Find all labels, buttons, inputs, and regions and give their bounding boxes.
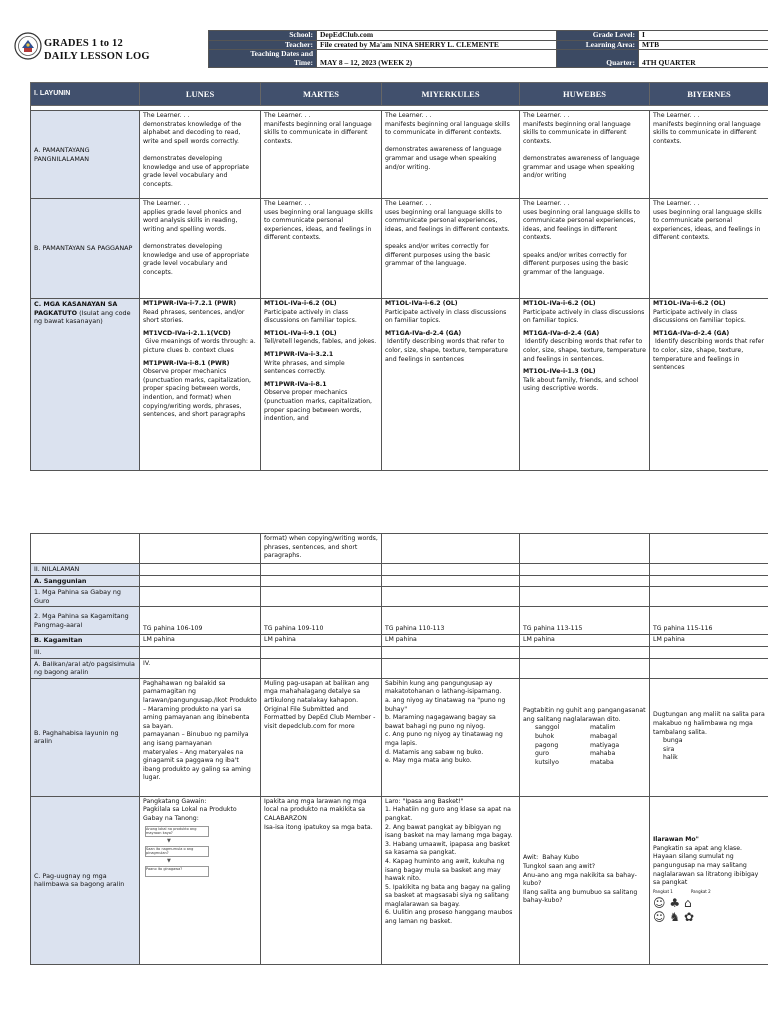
col-header-layunin: I. LAYUNIN (31, 83, 140, 106)
row-label-bold: C. MGA KASANAYAN SA PAGKATUTO (34, 300, 118, 317)
row-nilalaman (31, 564, 768, 576)
row-balik-aral (31, 658, 768, 678)
title-line-1: GRADES 1 to 12 (44, 38, 123, 49)
row-label: 2. Mga Pahina sa Kagamitang Pangmag-aaral (31, 607, 140, 635)
compound-word: sira (663, 745, 675, 753)
teacher-value: File created by Ma'am NINA SHERRY L. CLEMENTE (317, 40, 557, 50)
cell-tg-miyerkules: TG pahina 110-113 (382, 607, 520, 635)
cell-martes: The Learner. . . uses beginning oral language skills to communicate personal experiences, ideas, and feelings in different contexts. (261, 199, 382, 299)
child-picture-icon: ☺ (653, 896, 666, 911)
row-label: B. PAMANTAYAN SA PAGGANAP (31, 199, 140, 299)
competency-text: Participate actively in class discussions on familiar topics. (385, 308, 509, 325)
competency-text: Participate actively in class discussions on familiar topics. (653, 308, 746, 325)
row-paghahabi-layunin (31, 678, 768, 796)
cell-miyerkules: Laro: "Ipasa ang Basket!" 1. Hahatiin ng guro ang klase sa apat na pangkat. 2. Ang bawat pangkat ay bibigyan ng isang basket na may lamang mga bagay. 3. Habang umaawit, ipapasa ang basket sa kasama sa pangkat. 4. Kapag huminto ang awit, kukuha ng isang bagay mula sa basket ang may hawak nito. 5. Ipakikita ng bata ang bagay na galing sa basket at magsasabi siya ng salitang maglalarawan sa bagay. 6. Uulitin ang proseso hanggang maubos ang laman ng basket. (382, 796, 520, 964)
dates-value: MAY 8 – 12, 2023 (WEEK 2) (317, 50, 557, 68)
cell-empty (382, 575, 520, 587)
row-pamantayang-pangnilalaman (31, 111, 768, 199)
area-value: MTB (639, 40, 768, 50)
down-arrow-icon: ▼ (167, 857, 171, 864)
competency-text: Read phrases, sentences, and/or short stories. (143, 308, 247, 325)
lesson-log-table-page1 (30, 82, 768, 471)
row-iii (31, 646, 768, 658)
cell-martes-continued: format) when copying/writing words, phrases, sentences, and short paragraphs. (261, 534, 382, 564)
col-header-huwebes: HUWEBES (520, 83, 650, 106)
cell-martes: The Learner. . . manifests beginning oral language skills to communicate in different contexts. (261, 111, 382, 199)
row-gabay-ng-guro (31, 587, 768, 607)
matching-instruction: Pagtabitin ng guhit ang pangangasanat ang salitang naglalarawan dito. (523, 707, 648, 723)
cell-empty (382, 587, 520, 607)
cell-empty (650, 658, 768, 678)
col-header-biyernes: BIYERNES (650, 83, 768, 106)
word-left: kutsilyo (535, 758, 559, 766)
row-continuation (31, 534, 768, 564)
word-right: matiyaga (590, 741, 620, 749)
pangkat-label: Pangkat 2 (690, 888, 711, 894)
row-pamantayan-sa-pagganap (31, 199, 768, 299)
word-left: guro (535, 750, 550, 758)
cell-huwebes: Awit: Bahay Kubo Tungkol saan ang awit? Anu-ano ang mga nakikita sa bahay-kubo? Ilang salita ang bumubuo sa salitang bahay-kubo? (520, 796, 650, 964)
word-right: mataba (590, 758, 614, 766)
cell-miyerkules: The Learner. . . uses beginning oral language skills to communicate personal experiences, ideas, and feelings in different contexts. speaks and/or writes correctly for different purposes using the basic grammar of the language. (382, 199, 520, 299)
competency-code: MT1GA-IVa-d-2.4 (GA) (385, 329, 462, 337)
competency-code: MT1GA-IVa-d-2.4 (GA) (653, 329, 730, 337)
word-left: buhok (535, 732, 555, 740)
competency-code: MT1GA-IVa-d-2.4 (GA) (523, 329, 600, 337)
cell-empty (520, 564, 650, 576)
cell-empty (520, 646, 650, 658)
word-right: mabagal (590, 732, 617, 740)
competency-code: MT1OL-IVa-i-6.2 (OL) (653, 300, 726, 307)
cell-empty (140, 575, 261, 587)
competency-text: Identify describing words that refer to color, size, shape, texture, temperature and feelings in sentences. (523, 338, 648, 363)
cell-empty (382, 658, 520, 678)
cell-miyerkules (382, 299, 520, 471)
cell-lunes: IV. (140, 658, 261, 678)
compound-word: bunga (663, 737, 683, 745)
row-sanggunian (31, 575, 768, 587)
cell-biyernes (650, 796, 768, 964)
competency-text: Observe proper mechanics (punctuation marks, capitalization, proper spacing between words, indention, and format) when copying/writing words, phrases, sentences, and short paragraphs (143, 368, 253, 419)
word-right: matalim (590, 724, 616, 732)
row-label: A. Balikan/aral at/o pagsisimula ng bagong aralin (31, 658, 140, 678)
illustration-pictures (653, 896, 765, 924)
cell-empty (650, 575, 768, 587)
row-kagamitan (31, 635, 768, 647)
cell-lm-huwebes: LM pahina (520, 635, 650, 647)
lesson-log-table-page2 (30, 533, 768, 965)
cell-huwebes (520, 299, 650, 471)
row-label: C. Pag-uugnay ng mga halimbawa sa bagong aralin (31, 796, 140, 964)
cell-empty (520, 658, 650, 678)
cell-empty (520, 534, 650, 564)
cell-tg-martes: TG pahina 109-110 (261, 607, 382, 635)
competency-code: MT1PWR-IVa-i-7.2.1 (PWR) (143, 300, 237, 307)
cell-huwebes (520, 678, 650, 796)
column-header-row (31, 83, 768, 106)
cell-biyernes: The Learner. . . manifests beginning oral language skills to communicate in different contexts. (650, 111, 768, 199)
flower-picture-icon: ✿ (683, 910, 694, 925)
cell-empty (261, 658, 382, 678)
animal-picture-icon: ♞ (669, 910, 681, 925)
competency-code: MT1OL-IVe-i-1.3 (OL) (523, 368, 596, 376)
competency-code: MT1PWR-IVa-i-8.1 (PWR) (143, 359, 230, 367)
competency-text: Write phrases, and simple sentences correctly. (264, 359, 347, 376)
flow-box: Saan ito nagmumula o ang pinagmulan? (145, 846, 209, 857)
cell-empty (140, 534, 261, 564)
col-header-martes: MARTES (261, 83, 382, 106)
flow-box: Anong lokal na produkto ang mayroon kayo? (145, 826, 209, 837)
row-label: B. Paghahabisa layunin ng aralin (31, 678, 140, 796)
competency-text: Identify describing words that refer to color, size, shape, texture, temperature and feelings in sentences (653, 338, 767, 372)
cell-empty (31, 534, 140, 564)
cell-lm-biyernes: LM pahina (650, 635, 768, 647)
competency-code: MT1OL-IVa-i-6.2 (OL) (264, 300, 337, 307)
group-activity-title: Pangkatang Gawain: (143, 797, 207, 805)
pangkat-labels (653, 888, 765, 897)
document-title (44, 37, 150, 63)
competency-code: MT1OL-IVa-i-6.2 (OL) (523, 300, 596, 307)
cell-lunes (140, 796, 261, 964)
teacher-label: Teacher: (209, 40, 317, 50)
cell-huwebes: The Learner. . . manifests beginning oral language skills to communicate in different contexts. demonstrates awareness of language grammar and usage when speaking and/or writing (520, 111, 650, 199)
cell-lm-lunes: LM pahina (140, 635, 261, 647)
cell-lunes: Paghahawan ng balakid sa pamamagitan ng larawan/pangungusap./Ikot Produkto – Maraming produkto na yari sa aming pamayanan ang ibinebenta sa bayan. pamayanan – Binubuo ng pamilya ang isang pamayanan materyales – Ang materyales na ginagamit sa paggawa ng iba't ibang produkto ay galing sa aming lugar. (140, 678, 261, 796)
competency-text: Give meanings of words through: a. picture clues b. context clues (143, 338, 258, 354)
cell-empty (650, 564, 768, 576)
cell-lm-miyerkules: LM pahina (382, 635, 520, 647)
row-label (31, 299, 140, 471)
competency-text: Tell/retell legends, fables, and jokes. (264, 338, 377, 346)
cell-empty (140, 564, 261, 576)
cell-empty (140, 587, 261, 607)
row-label: A. PAMANTAYANG PANGNILALAMAN (31, 111, 140, 199)
down-arrow-icon: ▼ (167, 837, 171, 844)
competency-code: MT1PWR-IVa-i-8.1 (264, 380, 327, 388)
cell-empty (650, 587, 768, 607)
cell-lunes: The Learner. . . demonstrates knowledge of the alphabet and decoding to read, write and spell words correctly. demonstrates developing knowledge and use of appropriate grade level vocabulary and concepts. (140, 111, 261, 199)
guide-question-flowchart (143, 826, 209, 877)
house-picture-icon: ⌂ (683, 896, 692, 911)
cell-tg-biyernes: TG pahina 115-116 (650, 607, 768, 635)
cell-empty (261, 575, 382, 587)
school-label: School: (209, 31, 317, 41)
cell-miyerkules: The Learner. . . manifests beginning oral language skills to communicate in different contexts. demonstrates awareness of language grammar and usage when speaking and/or writing. (382, 111, 520, 199)
area-label: Learning Area: (557, 40, 639, 50)
competency-code: MT1OL-IVa-i-9.1 (OL) (264, 329, 337, 337)
dates-label-line1: Teaching Dates and (250, 49, 313, 58)
cell-empty (140, 646, 261, 658)
cell-biyernes (650, 299, 768, 471)
competency-code: MT1PWR-IVa-i-3.2.1 (264, 350, 334, 358)
row-label: B. Kagamitan (31, 635, 140, 647)
cell-empty (261, 564, 382, 576)
cell-empty (382, 534, 520, 564)
pangkat-label: Pangkat 1 (653, 888, 673, 894)
row-label: II. NILALAMAN (31, 564, 140, 576)
dates-label (209, 50, 317, 68)
cell-empty (650, 646, 768, 658)
compound-instruction: Dugtungan ang maliit na salita para makabuo ng halimbawa ng mga tambalang salita. (653, 711, 767, 736)
row-pag-uugnay (31, 796, 768, 964)
compound-word: halik (663, 754, 678, 762)
cell-empty (382, 646, 520, 658)
row-label: III. (31, 646, 140, 658)
col-header-miyerkules: MIYERKULES (382, 83, 520, 106)
deped-seal-icon (14, 32, 42, 60)
dates-label-line2: Time: (293, 57, 313, 67)
competency-code: MT1OL-IVa-i-6.2 (OL) (385, 300, 458, 307)
grade-value: I (639, 31, 768, 41)
cell-lm-martes: LM pahina (261, 635, 382, 647)
child-picture-icon: ☺ (653, 910, 666, 925)
row-label: 1. Mga Pahina sa Gabay ng Guro (31, 587, 140, 607)
title-line-2: DAILY LESSON LOG (44, 51, 150, 62)
cell-miyerkules: Sabihin kung ang pangungusap ay makatotohanan o lathang-isipamang. a. ang niyog ay tinatawag na "puno ng buhay" b. Maraming nagagawang bagay sa bawat bahagi ng puno ng niyog. c. Ang puno ng niyog ay tinatawag ng mga lapis. d. Matamis ang sabaw ng buko. e. May mga mata ang buko. (382, 678, 520, 796)
ilarawan-mo-text: Pangkatin sa apat ang klase. Hayaan silang sumulat ng pangungusap na may salitang naglalarawan sa litratong ibibigay sa pangkat (653, 844, 759, 887)
cell-huwebes: The Learner. . . uses beginning oral language skills to communicate personal experiences, ideas, and feelings in different contexts. speaks and/or writes correctly for different purposes using the basic grammar of the language. (520, 199, 650, 299)
cell-biyernes (650, 678, 768, 796)
cell-empty (650, 534, 768, 564)
cell-empty (520, 575, 650, 587)
cell-lunes: The Learner. . . applies grade level phonics and word analysis skills in reading, writing and spelling words. demonstrates developing knowledge and use of appropriate grade level vocabulary and concepts. (140, 199, 261, 299)
cell-martes (261, 299, 382, 471)
word-left: pagong (535, 741, 559, 749)
school-value: DepEdClub.com (317, 31, 557, 41)
compound-word-list (663, 737, 765, 763)
row-mga-kasanayan (31, 299, 768, 471)
row-kagamitang-pangmag-aaral (31, 607, 768, 635)
quarter-value: 4TH QUARTER (639, 50, 768, 68)
header-info-table (208, 30, 768, 68)
cell-lunes (140, 299, 261, 471)
row-label: A. Sanggunian (31, 575, 140, 587)
competency-code: MT1VCD-IVa-i-2.1.1(VCD) (143, 329, 231, 337)
grade-label: Grade Level: (557, 31, 639, 41)
tree-picture-icon: ♣ (669, 896, 681, 911)
word-right: mahaba (590, 750, 616, 758)
cell-martes: Ipakita ang mga larawan ng mga local na produkto na makikita sa CALABARZON Isa-isa itong ipatukoy sa mga bata. (261, 796, 382, 964)
cell-tg-lunes: TG pahina 106-109 (140, 607, 261, 635)
quarter-label: Quarter: (557, 50, 639, 68)
flow-box: Paano ito ginagawa? (145, 866, 209, 877)
competency-text: Talk about family, friends, and school using descriptive words. (523, 376, 641, 393)
row-label-rest: (Isulat ang code ng bawat kasanayan) (34, 308, 131, 326)
competency-text: Identify describing words that refer to color, size, shape, texture, temperature and feelings in sentences (385, 338, 510, 363)
cell-empty (261, 587, 382, 607)
cell-biyernes: The Learner. . . uses beginning oral language skills to communicate personal experiences, ideas, and feelings in different contexts. (650, 199, 768, 299)
matching-word-table (535, 724, 645, 767)
ilarawan-mo-title: Ilarawan Mo" (653, 836, 699, 844)
col-header-lunes: LUNES (140, 83, 261, 106)
cell-empty (382, 564, 520, 576)
competency-text: Participate actively in class discussions on familiar topics. (523, 308, 647, 325)
competency-text: Observe proper mechanics (punctuation marks, capitalization, proper spacing between words, indention, and (264, 389, 374, 423)
word-left: sanggol (535, 724, 560, 732)
group-activity-text: Pagkilala sa Lokal na Produkto Gabay na Tanong: (143, 806, 237, 822)
cell-empty (520, 587, 650, 607)
competency-text: Participate actively in class discussions on familiar topics. (264, 308, 357, 325)
cell-empty (261, 646, 382, 658)
cell-martes: Muling pag-usapan at balikan ang mga mahahalagang detalye sa artikulong natalakay kahapon. Original File Submitted and Formatted by DepEd Club Member - visit depedclub.com for more (261, 678, 382, 796)
cell-tg-huwebes: TG pahina 113-115 (520, 607, 650, 635)
